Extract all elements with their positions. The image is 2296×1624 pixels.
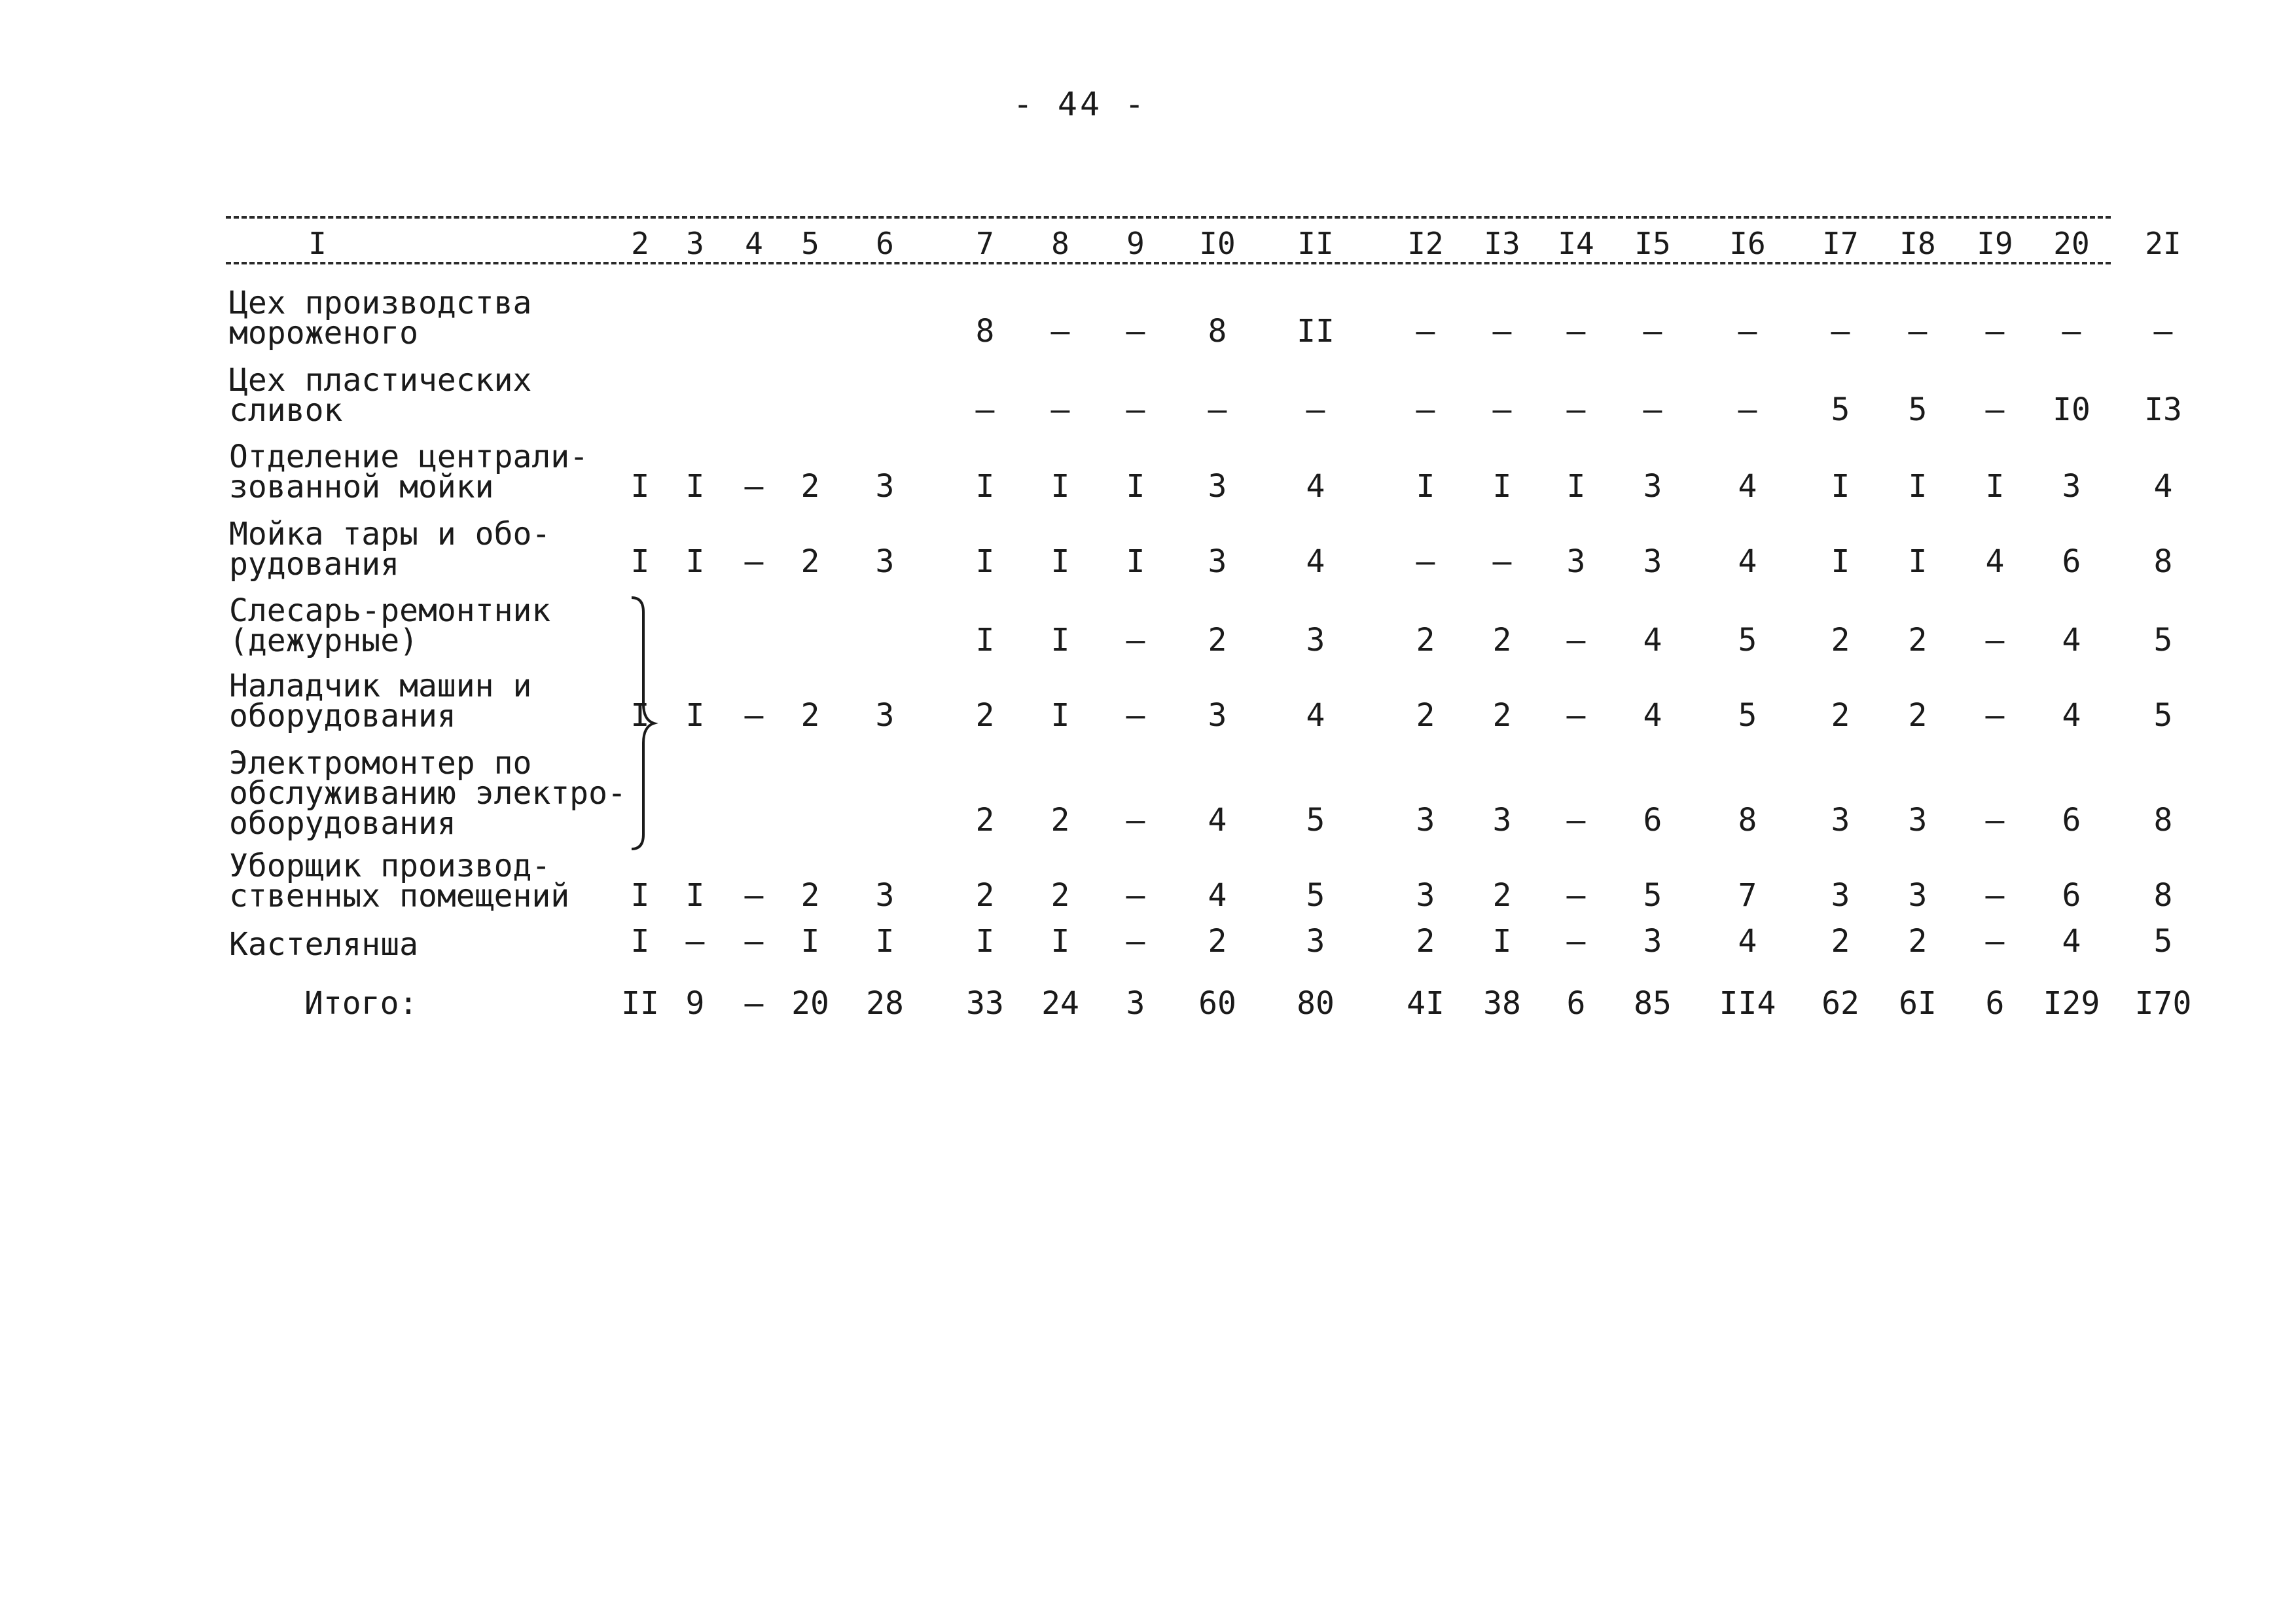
total-cell: 24 <box>1041 985 1079 1022</box>
row-label <box>229 926 418 963</box>
column-header: I6 <box>1729 226 1766 261</box>
table-cell: – <box>1566 802 1586 839</box>
table-cell: – <box>1416 543 1435 580</box>
column-header: I2 <box>1407 226 1444 261</box>
table-cell: 3 <box>875 877 895 914</box>
table-cell: – <box>1985 391 2005 428</box>
table-cell: – <box>975 391 995 428</box>
column-header: 6 <box>876 226 894 261</box>
table-cell: – <box>1566 697 1586 734</box>
table-cell: I <box>1908 468 1928 505</box>
table-cell: I0 <box>2053 391 2090 428</box>
table-cell: – <box>744 543 764 580</box>
table-cell: 2 <box>975 877 995 914</box>
total-cell: 80 <box>1297 985 1335 1022</box>
table-cell: 4 <box>1208 877 1227 914</box>
table-cell: – <box>2153 313 2173 350</box>
table-cell: 4 <box>2062 923 2081 960</box>
table-cell: – <box>1908 313 1928 350</box>
table-cell: 3 <box>1643 923 1662 960</box>
table-cell: 3 <box>875 468 895 505</box>
row-label <box>229 745 626 842</box>
table-cell: 4 <box>1306 543 1325 580</box>
table-cell: 3 <box>875 543 895 580</box>
table-cell: I <box>1416 468 1435 505</box>
table-cell: 8 <box>2153 802 2173 839</box>
column-header: I8 <box>1899 226 1936 261</box>
row-label-line: оборудования <box>229 805 456 842</box>
table-cell: – <box>1306 391 1325 428</box>
table-cell: 2 <box>1208 622 1227 659</box>
table-cell: 2 <box>1492 622 1512 659</box>
table-cell: I <box>630 923 650 960</box>
column-header: I3 <box>1484 226 1520 261</box>
table-cell: I <box>685 877 705 914</box>
table-cell: 2 <box>975 802 995 839</box>
row-label-line: Цех пластических <box>229 362 532 399</box>
row-label-line: ственных помещений <box>229 878 570 914</box>
table-cell: 2 <box>1908 923 1928 960</box>
table-cell: – <box>2062 313 2081 350</box>
table-cell: – <box>1050 313 1070 350</box>
total-cell: 4I <box>1407 985 1444 1022</box>
table-cell: – <box>1985 697 2005 734</box>
table-cell: 4 <box>1643 697 1662 734</box>
table-cell: I <box>1126 543 1145 580</box>
table-cell: I <box>975 622 995 659</box>
table-cell: 4 <box>2062 622 2081 659</box>
table-cell: 3 <box>1566 543 1586 580</box>
table-cell: 4 <box>1306 468 1325 505</box>
row-label <box>229 285 532 352</box>
row-label <box>229 592 551 659</box>
table-cell: 6 <box>2062 802 2081 839</box>
header-rule-bottom <box>226 262 2111 264</box>
row-label-line: Мойка тары и обо- <box>229 516 551 552</box>
total-cell: 6 <box>1985 985 2005 1022</box>
table-cell: 3 <box>1208 543 1227 580</box>
row-label-line: рудования <box>229 546 400 583</box>
table-cell: I <box>1831 543 1850 580</box>
row-label <box>229 848 570 914</box>
table-cell: 2 <box>1050 802 1070 839</box>
total-cell: 3 <box>1126 985 1145 1022</box>
table-cell: – <box>1985 923 2005 960</box>
row-label-line: оборудования <box>229 698 456 734</box>
table-cell: – <box>1126 391 1145 428</box>
table-cell: I <box>1492 923 1512 960</box>
table-cell: I <box>685 468 705 505</box>
table-cell: – <box>744 877 764 914</box>
column-header: 5 <box>801 226 819 261</box>
row-label-line: (дежурные) <box>229 623 418 659</box>
table-cell: 7 <box>1738 877 1757 914</box>
table-cell: 2 <box>1416 923 1435 960</box>
row-label <box>229 362 532 429</box>
total-cell: 6I <box>1899 985 1937 1022</box>
total-cell: 20 <box>791 985 829 1022</box>
table-cell: II <box>1297 313 1335 350</box>
table-cell: 3 <box>1908 802 1928 839</box>
column-header: I9 <box>1977 226 2013 261</box>
table-cell: 5 <box>2153 697 2173 734</box>
table-cell: I <box>1050 622 1070 659</box>
table-cell: – <box>1566 923 1586 960</box>
table-cell: – <box>1126 923 1145 960</box>
column-header: I7 <box>1822 226 1859 261</box>
table-cell: I <box>1908 543 1928 580</box>
table-cell: 6 <box>2062 877 2081 914</box>
table-cell: 2 <box>1831 923 1850 960</box>
total-cell: 60 <box>1198 985 1236 1022</box>
row-label-line: Отделение централи- <box>229 439 589 475</box>
table-cell: 5 <box>1908 391 1928 428</box>
table-cell: 3 <box>2062 468 2081 505</box>
table-cell: I <box>1050 697 1070 734</box>
table-cell: – <box>1492 543 1512 580</box>
table-cell: I <box>630 468 650 505</box>
column-header: 8 <box>1051 226 1069 261</box>
table-cell: – <box>1566 313 1586 350</box>
table-cell: 2 <box>800 697 820 734</box>
column-header: 20 <box>2053 226 2090 261</box>
table-cell: – <box>1985 622 2005 659</box>
row-label-line: зованной мойки <box>229 469 494 505</box>
table-cell: – <box>1985 313 2005 350</box>
table-cell: 4 <box>1306 697 1325 734</box>
table-cell: I <box>1831 468 1850 505</box>
table-cell: 5 <box>1831 391 1850 428</box>
table-cell: 4 <box>1985 543 2005 580</box>
table-cell: I3 <box>2144 391 2182 428</box>
table-cell: – <box>1416 313 1435 350</box>
table-cell: I <box>975 543 995 580</box>
column-header: 3 <box>686 226 704 261</box>
table-cell: 3 <box>1416 877 1435 914</box>
table-cell: – <box>744 697 764 734</box>
column-header: I0 <box>1199 226 1236 261</box>
table-cell: I <box>975 923 995 960</box>
total-label: Итого: <box>304 985 418 1022</box>
table-cell: 3 <box>1306 622 1325 659</box>
table-cell: – <box>1126 877 1145 914</box>
table-cell: 2 <box>800 543 820 580</box>
table-cell: 2 <box>1492 877 1512 914</box>
table-cell: – <box>1985 877 2005 914</box>
table-cell: 5 <box>1306 877 1325 914</box>
table-cell: 8 <box>2153 543 2173 580</box>
table-cell: 2 <box>800 468 820 505</box>
total-cell: II4 <box>1719 985 1776 1022</box>
table-cell: – <box>744 468 764 505</box>
table-cell: 5 <box>1306 802 1325 839</box>
table-cell: I <box>630 877 650 914</box>
table-cell: 3 <box>1306 923 1325 960</box>
row-label <box>229 439 589 505</box>
table-cell: – <box>1126 622 1145 659</box>
row-label-line: Кастелянша <box>229 926 418 963</box>
table-cell: – <box>1643 391 1662 428</box>
table-cell: – <box>1208 391 1227 428</box>
table-cell: – <box>1492 391 1512 428</box>
row-label <box>229 668 532 734</box>
table-cell: I <box>800 923 820 960</box>
row-group-brace <box>625 592 664 854</box>
table-cell: – <box>1831 313 1850 350</box>
table-cell: I <box>630 543 650 580</box>
total-cell: 62 <box>1821 985 1859 1022</box>
table-cell: I <box>1126 468 1145 505</box>
table-cell: 3 <box>1492 802 1512 839</box>
table-cell: 4 <box>1208 802 1227 839</box>
table-cell: – <box>1738 391 1757 428</box>
table-cell: – <box>1126 802 1145 839</box>
header-rule-top <box>226 216 2111 219</box>
table-cell: 4 <box>1643 622 1662 659</box>
table-cell: I <box>1050 468 1070 505</box>
total-cell: – <box>744 985 764 1022</box>
row-label-line: Электромонтер по <box>229 745 532 782</box>
table-cell: – <box>1566 877 1586 914</box>
row-label-line: Цех производства <box>229 285 532 321</box>
table-cell: I <box>875 923 895 960</box>
table-cell: I <box>1050 923 1070 960</box>
table-cell: 2 <box>1416 622 1435 659</box>
column-header: 4 <box>745 226 763 261</box>
table-cell: 2 <box>1831 622 1850 659</box>
table-cell: 5 <box>1738 697 1757 734</box>
table-cell: 4 <box>1738 543 1757 580</box>
total-cell: 6 <box>1566 985 1586 1022</box>
column-header: I5 <box>1634 226 1671 261</box>
table-cell: – <box>1643 313 1662 350</box>
table-cell: I <box>1985 468 2005 505</box>
row-label <box>229 516 551 583</box>
table-cell: 3 <box>1831 877 1850 914</box>
table-cell: 4 <box>2153 468 2173 505</box>
table-cell: 2 <box>1908 697 1928 734</box>
table-cell: 3 <box>1908 877 1928 914</box>
table-cell: I <box>1050 543 1070 580</box>
table-cell: 4 <box>2062 697 2081 734</box>
table-cell: – <box>1566 391 1586 428</box>
row-label-line: обслуживанию электро- <box>229 775 626 812</box>
table-cell: I <box>975 468 995 505</box>
total-cell: 85 <box>1634 985 1672 1022</box>
total-cell: 28 <box>866 985 904 1022</box>
column-header: I <box>308 226 327 261</box>
table-cell: 8 <box>975 313 995 350</box>
table-cell: 2 <box>1908 622 1928 659</box>
table-cell: 5 <box>1738 622 1757 659</box>
total-cell: 9 <box>685 985 705 1022</box>
table-cell: 3 <box>1643 543 1662 580</box>
table-cell: I <box>1566 468 1586 505</box>
total-cell: I29 <box>2043 985 2100 1022</box>
table-cell: 8 <box>1738 802 1757 839</box>
total-cell: I70 <box>2134 985 2192 1022</box>
table-cell: I <box>685 543 705 580</box>
table-cell: 8 <box>1208 313 1227 350</box>
total-cell: 33 <box>966 985 1004 1022</box>
row-label-line: Наладчик машин и <box>229 668 532 704</box>
table-cell: 3 <box>1208 468 1227 505</box>
table-cell: – <box>1416 391 1435 428</box>
table-cell: 2 <box>975 697 995 734</box>
table-cell: 5 <box>2153 923 2173 960</box>
column-header: 9 <box>1126 226 1145 261</box>
table-cell: 2 <box>1416 697 1435 734</box>
table-cell: 4 <box>1738 923 1757 960</box>
table-cell: 2 <box>1492 697 1512 734</box>
table-cell: 5 <box>1643 877 1662 914</box>
table-cell: 3 <box>1643 468 1662 505</box>
table-cell: – <box>1566 622 1586 659</box>
table-cell: – <box>1126 697 1145 734</box>
page-number: - 44 - <box>1013 85 1147 123</box>
table-cell: I <box>630 697 650 734</box>
column-header: II <box>1297 226 1334 261</box>
row-label-line: мороженого <box>229 315 418 352</box>
table-cell: 3 <box>875 697 895 734</box>
table-cell: – <box>1985 802 2005 839</box>
table-cell: 6 <box>2062 543 2081 580</box>
table-cell: – <box>1126 313 1145 350</box>
table-cell: – <box>685 923 705 960</box>
row-label-line: сливок <box>229 392 343 429</box>
table-cell: I <box>1492 468 1512 505</box>
total-cell: II <box>621 985 659 1022</box>
table-cell: 8 <box>2153 877 2173 914</box>
total-cell: 38 <box>1483 985 1521 1022</box>
table-cell: 6 <box>1643 802 1662 839</box>
table-cell: 2 <box>1208 923 1227 960</box>
table-cell: – <box>1492 313 1512 350</box>
column-header: 7 <box>976 226 994 261</box>
column-header: I4 <box>1558 226 1594 261</box>
table-cell: 3 <box>1208 697 1227 734</box>
table-cell: – <box>744 923 764 960</box>
column-header: 2 <box>631 226 649 261</box>
table-cell: 2 <box>1831 697 1850 734</box>
table-cell: 4 <box>1738 468 1757 505</box>
table-cell: I <box>685 697 705 734</box>
row-label-line: Уборщик производ- <box>229 848 551 884</box>
table-cell: 3 <box>1831 802 1850 839</box>
table-cell: 2 <box>1050 877 1070 914</box>
table-cell: – <box>1050 391 1070 428</box>
table-cell: 5 <box>2153 622 2173 659</box>
table-cell: – <box>1738 313 1757 350</box>
table-cell: 2 <box>800 877 820 914</box>
table-cell: 3 <box>1416 802 1435 839</box>
column-header: 2I <box>2145 226 2181 261</box>
row-label-line: Слесарь-ремонтник <box>229 592 551 629</box>
